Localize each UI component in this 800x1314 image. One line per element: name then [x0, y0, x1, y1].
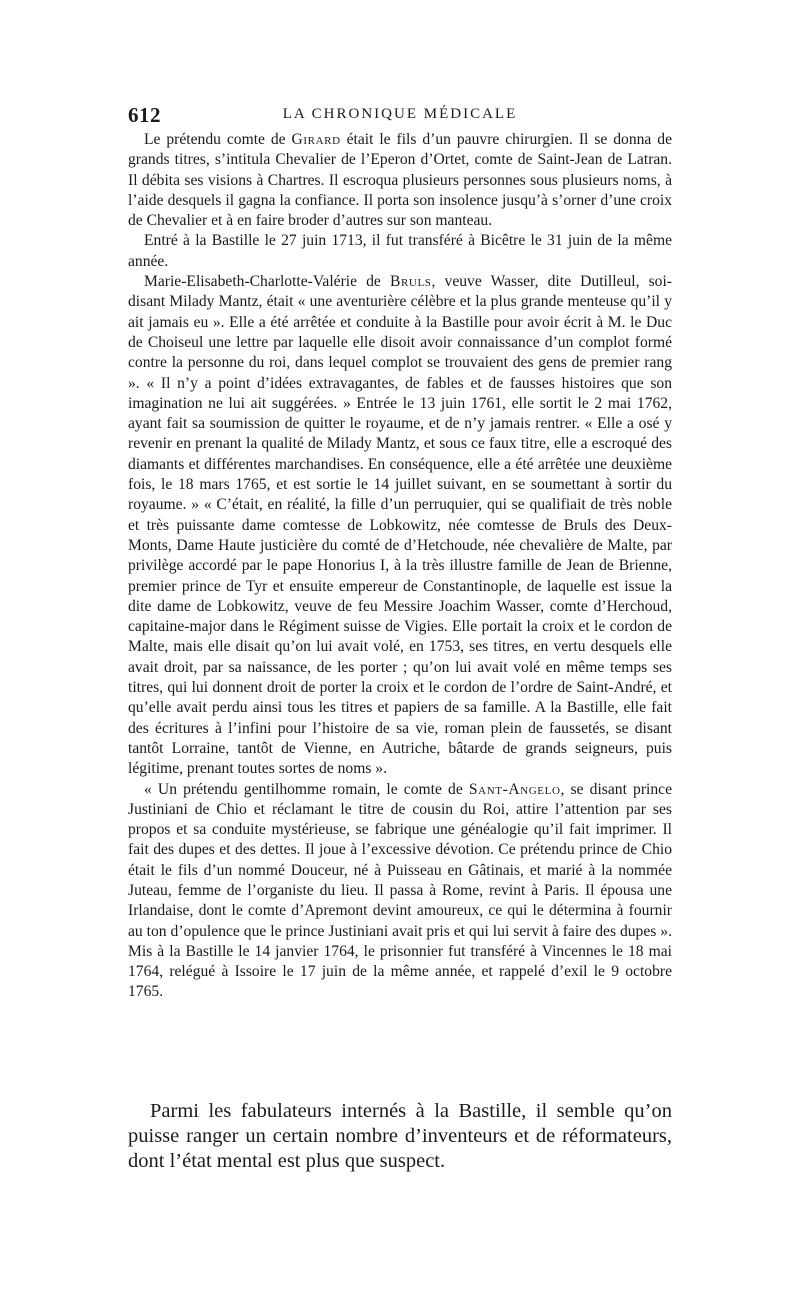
paragraph-sant-angelo [128, 780, 672, 1003]
paragraph-text: « Un prétendu gentilhomme romain, le comte de [144, 780, 469, 798]
paragraph-text: Le prétendu comte de [144, 131, 292, 148]
journal-title: LA CHRONIQUE MÉDICALE [282, 106, 518, 122]
paragraph-bruls [128, 272, 672, 779]
person-name: Girard [291, 131, 341, 148]
page-number: 612 [128, 103, 161, 127]
running-head [128, 103, 672, 125]
paragraph-text: , veuve Wasser, dite Dutilleul, soi-disant Milady Mantz, était « une aventurière célèbre et la plus grande menteuse qu’il y ait jamais eu ». Elle a été arrêtée et conduite à la Bastille pour avoir écrit à M. le Duc de Choiseul une lettre par laquelle elle disoit avoir connaissance d’un complot formé contre la personne du roi, dans lequel complot se trouvaient des gens de premier rang ». « Il n’y a point d’idées extravagantes, de fables et de fausses histoires que son imagination ne lui ait suggérées. » Entrée le 13 juin 1761, elle sortit le 2 mai 1762, ayant fait sa soumission de quitter le royaume, et de n’y jamais rentrer. « Elle a osé y revenir en prenant la qualité de Milady Mantz, et sous ce faux titre, elle a escroqué des diamants et différentes marchandises. En conséquence, elle a été arrêtée une deuxième fois, le 18 mars 1765, et est sortie le 14 juillet suivant, en se soumettant à sortir du royaume. » « C’était, en réalité, la fille d’un perruquier, qui se qualifiait de très noble et très puissante dame comtesse de Lobkowitz, née comtesse de Bruls des Deux-Monts, Dame Haute justicière du comté de d’Hetchoude, née chevalière de Malte, par privilège accordé par le pape Honorius I, à la très illustre famille de Jean de Brienne, premier prince de Tyr et ensuite empereur de Constantinople, de laquelle est issue la dite dame de Lobkowitz, veuve de feu Messire Joachim Wasser, comte d’Herchoud, capitaine-major dans le Régiment suisse de Vigies. Elle portait la croix et le cordon de Malte, mais elle disait qu’on lui avait volé, en 1753, ses titres, en vertu desquels elle avait droit, par sa naissance, de les porter ; qu’on lui avait volé en même temps ses titres, qui lui donnent droit de porter la croix et le cordon de l’ordre de Saint-André, et qu’elle avait perdu ainsi tous les titres et papiers de sa famille. A la Bastille, elle fait des écritures à l’infini pour l’histoire de sa vie, roman plein de faussetés, se disant tantôt Lorraine, tantôt de Vienne, en Autriche, bâtarde de grands seigneurs, puis légitime, prenant toutes sortes de noms ». [128, 273, 672, 778]
person-name: Sant-Angelo [468, 780, 561, 798]
conclusion-section [128, 1099, 672, 1174]
paragraph-text: Entré à la Bastille le 27 juin 1713, il fut transféré à Bicêtre le 31 juin de la même année. [128, 232, 672, 270]
body-text [128, 130, 672, 1003]
paragraph-text: , se disant prince Justiniani de Chio et réclamant le titre de cousin du Roi, attire l’attention par ses propos et sa conduite mystérieuse, se fabrique une généalogie qu’il fait imprimer. Il fait des dupes et des dettes. Il joue à l’excessive dévotion. Ce prétendu prince de Chio était le fils d’un nommé Douceur, né à Puisseau en Gâtinais, et marié à la nommée Juteau, femme de l’organiste du lieu. Il passa à Rome, revint à Paris. Il épousa une Irlandaise, dont le comte d’Apremont devint amoureux, ce qui le détermina à fournir au ton d’opulence que le prince Justiniani avait pris et qui lui servit à faire des dupes ». Mis à la Bastille le 14 janvier 1764, le prisonnier fut transféré à Vincennes le 18 mai 1764, relégué à Issoire le 17 juin de la même année, et rappelé d’exil le 9 octobre 1765. [128, 780, 672, 1001]
person-name: Bruls [389, 273, 432, 291]
paragraph-text: Marie-Elisabeth-Charlotte-Valérie de [144, 273, 390, 291]
conclusion-paragraph: Parmi les fabulateurs internés à la Bastille, il semble qu’on puisse ranger un certain nombre d’inventeurs et de réformateurs, dont l’état mental est plus que suspect. [128, 1100, 672, 1172]
paragraph-bastille-entry [128, 231, 672, 272]
paragraph-text: était le fils d’un pauvre chirurgien. Il se donna de grands titres, s’intitula Chevalier de l’Eperon d’Ortet, comte de Saint-Jean de Latran. Il débita ses visions à Chartres. Il escroqua plusieurs personnes sous plusieurs noms, à l’aide desquels il gagna la confiance. Il porta son insolence jusqu’à s’orner d’une croix de Chevalier et à en faire broder d’autres sur son manteau. [128, 131, 672, 230]
paragraph-girard [128, 130, 672, 231]
